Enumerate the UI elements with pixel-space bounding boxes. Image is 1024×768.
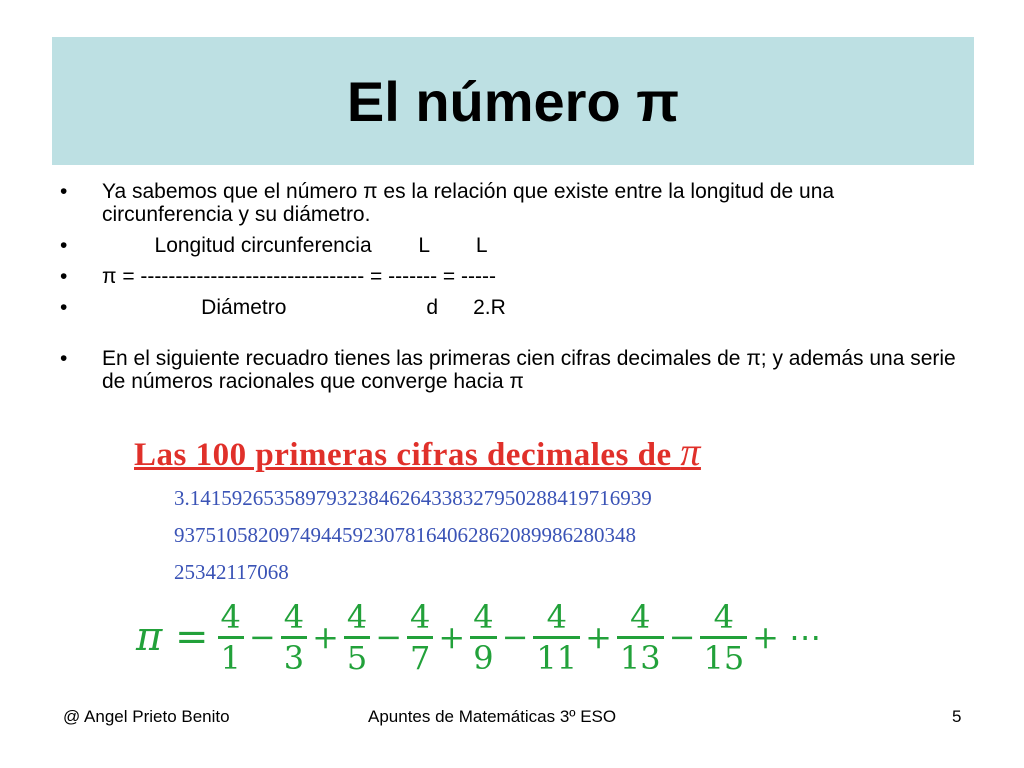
- fraction-numerator: 4: [546, 597, 567, 636]
- bullet-text: En el siguiente recuadro tienes las primeras cien cifras decimales de π; y además una serie de números racionales que converge hacia π: [102, 347, 956, 393]
- bullet-item: [60, 234, 960, 257]
- bullet-dot-icon: •: [60, 265, 68, 288]
- series-lhs: π =: [136, 614, 209, 660]
- leibniz-series-formula: [136, 592, 823, 682]
- pi-digits-block: [174, 480, 652, 591]
- bullet-dot-icon: •: [60, 296, 68, 319]
- series-operator: −: [248, 618, 276, 656]
- series-fraction: [617, 598, 664, 677]
- bullet-text: π = -------------------------------- = ------- = -----: [102, 265, 496, 288]
- pi-digits-line: 25342117068: [174, 560, 289, 584]
- slide-title: El número π: [346, 69, 680, 133]
- footer-course: Apuntes de Matemáticas 3º ESO: [368, 707, 617, 726]
- pi-digits-heading: [134, 428, 701, 475]
- bullet-dot-icon: •: [60, 234, 68, 257]
- bullet-item: [60, 347, 960, 393]
- series-fraction: [218, 598, 244, 677]
- bullet-text: Diámetro d 2.R: [102, 296, 506, 319]
- pi-digits-line: 3.14159265358979323846264338327950288419716939: [174, 486, 652, 510]
- series-fraction: [344, 598, 370, 677]
- series-fraction: [700, 598, 747, 677]
- fraction-denominator: 9: [470, 636, 496, 677]
- fraction-denominator: 1: [218, 636, 244, 677]
- fraction-numerator: 4: [283, 597, 305, 636]
- fraction-denominator: 5: [344, 636, 370, 677]
- series-operator: −: [501, 618, 529, 656]
- series-fraction: [533, 598, 580, 677]
- bullet-dot-icon: •: [60, 347, 68, 370]
- fraction-numerator: 4: [346, 597, 368, 636]
- bullet-item: [60, 265, 960, 288]
- fraction-numerator: 4: [410, 597, 431, 636]
- footer-author: @ Angel Prieto Benito: [63, 707, 230, 726]
- fraction-denominator: 13: [617, 636, 664, 677]
- fraction-numerator: 4: [473, 597, 494, 636]
- series-fraction: [407, 598, 433, 677]
- bullet-dot-icon: •: [60, 180, 68, 203]
- bullet-text: Longitud circunferencia L L: [102, 234, 488, 257]
- series-operator: −: [375, 618, 403, 656]
- series-operator: +: [312, 618, 339, 656]
- fraction-numerator: 4: [713, 597, 734, 636]
- series-operator: +: [438, 618, 466, 656]
- series-operator: +: [585, 618, 612, 656]
- pi-digits-figure: [130, 428, 890, 678]
- fraction-denominator: 3: [281, 636, 307, 677]
- series-fraction: [470, 598, 496, 677]
- fraction-denominator: 15: [700, 636, 747, 677]
- bullet-item: [60, 296, 960, 319]
- bullet-list: [60, 180, 960, 401]
- fraction-numerator: 4: [220, 597, 241, 636]
- fraction-denominator: 11: [533, 636, 580, 677]
- series-operator: −: [668, 618, 696, 656]
- title-banner: [52, 37, 974, 165]
- series-operator: + ⋯: [752, 618, 822, 656]
- bullet-text: Ya sabemos que el número π es la relación que existe entre la longitud de una circunferencia y su diámetro.: [102, 180, 835, 226]
- pi-symbol-icon: π: [680, 429, 701, 474]
- series-fraction: [281, 598, 307, 677]
- fraction-denominator: 7: [407, 636, 433, 677]
- bullet-item: [60, 180, 960, 226]
- pi-digits-heading-text: Las 100 primeras cifras decimales de: [134, 437, 681, 473]
- footer-page-number: 5: [952, 707, 962, 726]
- fraction-numerator: 4: [630, 597, 651, 636]
- pi-digits-line: 93751058209749445923078164062862089986280348: [174, 523, 636, 547]
